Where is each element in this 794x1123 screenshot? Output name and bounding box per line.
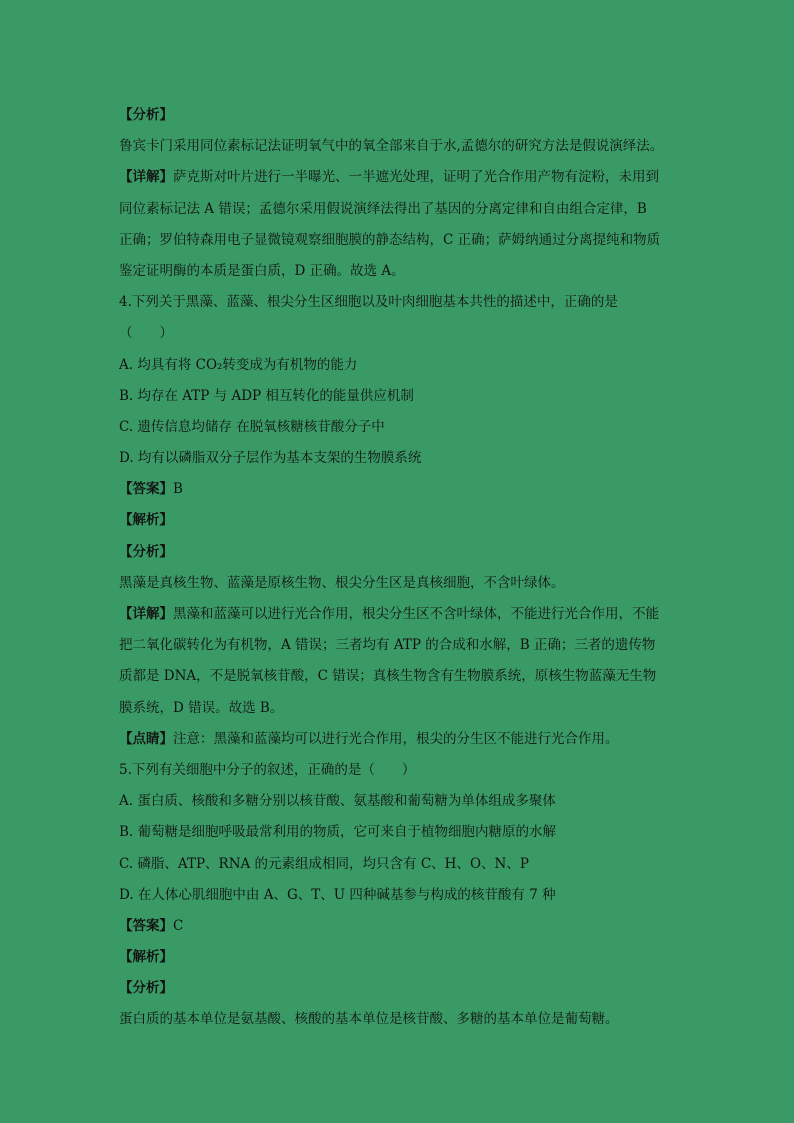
section-label-analysis: 【分析】: [119, 980, 173, 997]
question-4-option-a: A. 均具有将 CO₂转变成为有机物的能力: [119, 356, 358, 373]
answer-label: 【答案】B: [119, 481, 183, 498]
question-4-option-d: D. 均有以磷脂双分子层作为基本支架的生物膜系统: [119, 450, 422, 467]
analysis-text: 鲁宾卡门采用同位素标记法证明氧气中的氧全部来自于水,孟德尔的研究方法是假说演绎法。: [119, 138, 664, 155]
question-5-option-d: D. 在人体心肌细胞中由 A、G、T、U 四种碱基参与构成的核苷酸有 7 种: [119, 886, 556, 903]
document-body: [119, 100, 684, 1036]
key-point-text: 【点睛】注意：黑藻和蓝藻均可以进行光合作用，根尖的分生区不能进行光合作用。: [119, 730, 619, 747]
answer-label: 【答案】C: [119, 917, 184, 934]
detail-text: 质都是 DNA，不是脱氧核苷酸，C 错误；真核生物含有生物膜系统，原核生物蓝藻无生物: [119, 668, 657, 685]
question-4-blank: （ ）: [119, 325, 173, 342]
detail-text: 同位素标记法 A 错误；孟德尔采用假说演绎法得出了基因的分离定律和自由组合定律，B: [119, 200, 647, 217]
explanation-label: 【解析】: [119, 949, 173, 966]
detail-text: 鉴定证明酶的本质是蛋白质，D 正确。故选 A。: [119, 262, 405, 279]
section-label-analysis: 【分析】: [119, 543, 173, 560]
question-5-option-b: B. 葡萄糖是细胞呼吸最常利用的物质，它可来自于植物细胞内糖原的水解: [119, 824, 557, 841]
detail-text: 把二氧化碳转化为有机物，A 错误；三者均有 ATP 的合成和水解，B 正确；三者的遗传物: [119, 637, 656, 654]
analysis-text: 黑藻是真核生物、蓝藻是原核生物、根尖分生区是真核细胞，不含叶绿体。: [119, 574, 565, 591]
section-label-analysis: 【分析】: [119, 107, 173, 123]
detail-text: 【详解】萨克斯对叶片进行一半曝光、一半遮光处理，证明了光合作用产物有淀粉，未用到: [119, 169, 659, 186]
question-4-option-c: C. 遗传信息均储存 在脱氧核糖核苷酸分子中: [119, 418, 385, 435]
detail-text: 【详解】黑藻和蓝藻可以进行光合作用，根尖分生区不含叶绿体，不能进行光合作用，不能: [119, 606, 659, 622]
question-5-stem: 5.下列有关细胞中分子的叙述，正确的是（ ）: [119, 761, 416, 778]
question-5-option-a: A. 蛋白质、核酸和多糖分别以核苷酸、氨基酸和葡萄糖为单体组成多聚体: [119, 793, 556, 810]
question-4-stem: 4.下列关于黑藻、蓝藻、根尖分生区细胞以及叶肉细胞基本共性的描述中，正确的是: [119, 294, 618, 311]
question-4-option-b: B. 均存在 ATP 与 ADP 相互转化的能量供应机制: [119, 387, 414, 404]
detail-text: 正确；罗伯特森用电子显微镜观察细胞膜的静态结构，C 正确；萨姆纳通过分离提纯和物质: [119, 231, 661, 248]
analysis-text: 蛋白质的基本单位是氨基酸、核酸的基本单位是核苷酸、多糖的基本单位是葡萄糖。: [119, 1011, 619, 1028]
detail-text: 膜系统，D 错误。故选 B。: [119, 699, 284, 716]
question-5-option-c: C. 磷脂、ATP、RNA 的元素组成相同，均只含有 C、H、O、N、P: [119, 855, 529, 872]
explanation-label: 【解析】: [119, 512, 173, 529]
